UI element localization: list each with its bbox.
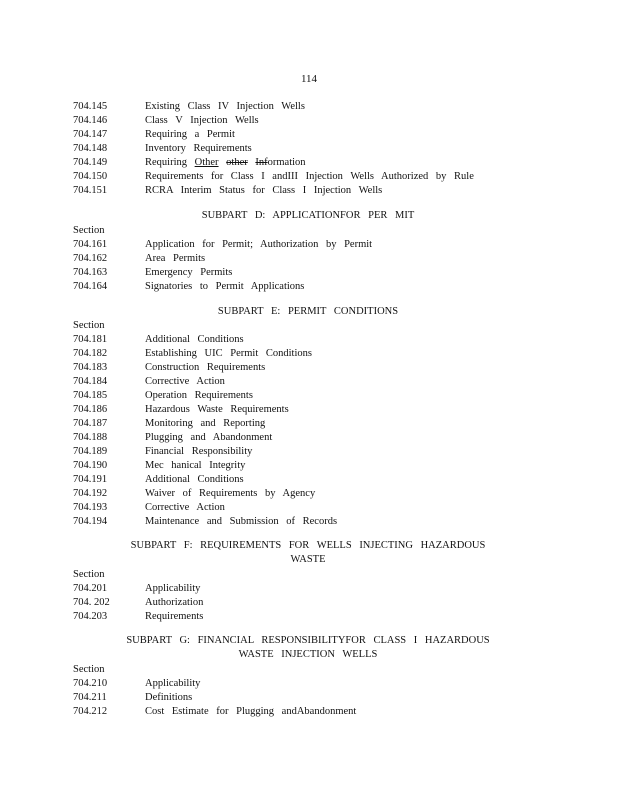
subpart-f-list xyxy=(73,568,543,624)
section-title: Requiring a Permit xyxy=(145,129,235,140)
section-label: Section xyxy=(73,225,105,236)
section-number: 704.187 xyxy=(73,418,108,429)
section-number: 704.162 xyxy=(73,253,108,264)
section-title: Additional Conditions xyxy=(145,334,244,345)
section-number: 704.150 xyxy=(73,171,108,182)
section-number: 704.188 xyxy=(73,432,108,443)
list-item xyxy=(73,582,543,596)
section-number: 704.203 xyxy=(73,611,108,622)
list-item xyxy=(73,347,543,361)
list-item xyxy=(73,691,543,705)
section-title: Requirements for Class I andIII Injection Wells Authorized by Rule xyxy=(145,171,474,182)
list-item xyxy=(73,677,543,691)
section-number: 704.189 xyxy=(73,446,108,457)
section-title: Cost Estimate for Plugging andAbandonment xyxy=(145,706,357,717)
section-title: Construction Requirements xyxy=(145,362,266,373)
section-number: 704.185 xyxy=(73,390,108,401)
section-number: 704.163 xyxy=(73,267,108,278)
list-item xyxy=(73,252,543,266)
heading-line: WASTE xyxy=(290,554,326,565)
subpart-e-heading xyxy=(73,305,543,319)
section-list-top xyxy=(73,100,543,198)
list-item xyxy=(73,280,543,294)
subpart-d-list xyxy=(73,224,543,294)
section-title: Signatories to Permit Applications xyxy=(145,281,305,292)
list-item xyxy=(73,403,543,417)
section-title: Inventory Requirements xyxy=(145,143,252,154)
list-item xyxy=(73,417,543,431)
section-label: Section xyxy=(73,664,105,675)
section-label: Section xyxy=(73,320,105,331)
heading-line: SUBPART F: REQUIREMENTS FOR WELLS INJECTING HAZARDOUS xyxy=(130,540,486,551)
section-number: 704.147 xyxy=(73,129,108,140)
section-title: Existing Class IV Injection Wells xyxy=(145,101,305,112)
section-title: Establishing UIC Permit Conditions xyxy=(145,348,312,359)
section-number: 704.191 xyxy=(73,474,108,485)
section-number: 704.182 xyxy=(73,348,108,359)
section-title: Definitions xyxy=(145,692,193,703)
section-title: Corrective Action xyxy=(145,376,225,387)
section-title: Application for Permit; Authorization by Permit xyxy=(145,239,373,250)
list-item xyxy=(73,361,543,375)
list-item xyxy=(73,596,543,610)
section-number: 704.186 xyxy=(73,404,108,415)
section-number: 704.193 xyxy=(73,502,108,513)
section-title: Hazardous Waste Requirements xyxy=(145,404,289,415)
list-item xyxy=(73,431,543,445)
section-number: 704.183 xyxy=(73,362,108,373)
list-item xyxy=(73,238,543,252)
heading-line: WASTE INJECTION WELLS xyxy=(238,649,378,660)
section-title: Maintenance and Submission of Records xyxy=(145,516,338,527)
title-part: ormation xyxy=(267,157,306,168)
section-title: Requirements xyxy=(145,611,204,622)
list-item xyxy=(73,156,543,170)
section-number: 704.184 xyxy=(73,376,108,387)
section-title: Monitoring and Reporting xyxy=(145,418,266,429)
heading-line: SUBPART E: PERMIT CONDITIONS xyxy=(217,306,399,317)
list-item xyxy=(73,473,543,487)
section-title: Plugging and Abandonment xyxy=(145,432,273,443)
list-item xyxy=(73,128,543,142)
list-item xyxy=(73,459,543,473)
section-number: 704.210 xyxy=(73,678,108,689)
list-item xyxy=(73,333,543,347)
section-title: Authorization xyxy=(145,597,204,608)
section-number: 704.211 xyxy=(73,692,107,703)
section-number: 704.145 xyxy=(73,101,108,112)
section-number: 704.181 xyxy=(73,334,108,345)
subpart-f-heading xyxy=(73,539,543,567)
list-item xyxy=(73,705,543,719)
deleted-text: other xyxy=(226,157,248,168)
section-number: 704.212 xyxy=(73,706,108,717)
section-title-edited xyxy=(145,156,306,170)
inserted-text: Other xyxy=(194,157,219,168)
list-item xyxy=(73,266,543,280)
heading-line: SUBPART D: APPLICATIONFOR PER MIT xyxy=(201,210,415,221)
section-number: 704.149 xyxy=(73,157,108,168)
section-title: Class V Injection Wells xyxy=(145,115,259,126)
section-title: Mec hanical Integrity xyxy=(145,460,246,471)
section-title: Financial Responsibility xyxy=(145,446,253,457)
list-item xyxy=(73,487,543,501)
subpart-g-list xyxy=(73,663,543,719)
section-number: 704.161 xyxy=(73,239,108,250)
section-title: Applicability xyxy=(145,583,201,594)
list-item xyxy=(73,114,543,128)
list-item xyxy=(73,142,543,156)
subpart-d-heading xyxy=(73,209,543,223)
subpart-e-list xyxy=(73,319,543,529)
deleted-text: Inf xyxy=(255,157,268,168)
list-item xyxy=(73,184,543,198)
list-item xyxy=(73,375,543,389)
list-item xyxy=(73,515,543,529)
section-title: Additional Conditions xyxy=(145,474,244,485)
section-number: 704.194 xyxy=(73,516,108,527)
section-number: 704.201 xyxy=(73,583,108,594)
section-number: 704.190 xyxy=(73,460,108,471)
list-item xyxy=(73,610,543,624)
subpart-g-heading xyxy=(73,634,543,662)
section-label: Section xyxy=(73,569,105,580)
section-title: Waiver of Requirements by Agency xyxy=(145,488,316,499)
section-number: 704. 202 xyxy=(73,597,110,608)
section-title: Corrective Action xyxy=(145,502,225,513)
section-title: Emergency Permits xyxy=(145,267,233,278)
list-item xyxy=(73,445,543,459)
list-item xyxy=(73,501,543,515)
heading-line: SUBPART G: FINANCIAL RESPONSIBILITYFOR CLASS I HAZARDOUS xyxy=(126,635,490,646)
section-number: 704.146 xyxy=(73,115,108,126)
title-part: Requiring xyxy=(145,157,195,168)
section-number: 704.192 xyxy=(73,488,108,499)
list-item xyxy=(73,100,543,114)
section-number: 704.148 xyxy=(73,143,108,154)
list-item xyxy=(73,170,543,184)
page-number: 114 xyxy=(300,73,318,85)
section-title: RCRA Interim Status for Class I Injection Wells xyxy=(145,185,383,196)
section-number: 704.151 xyxy=(73,185,108,196)
section-title: Applicability xyxy=(145,678,201,689)
section-title: Area Permits xyxy=(145,253,206,264)
section-title: Operation Requirements xyxy=(145,390,253,401)
section-number: 704.164 xyxy=(73,281,108,292)
list-item xyxy=(73,389,543,403)
